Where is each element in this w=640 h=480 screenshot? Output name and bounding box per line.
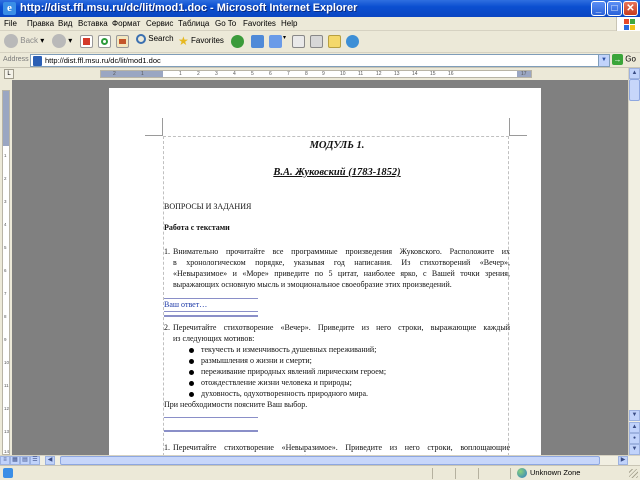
menu-goto[interactable]: Go To — [215, 19, 237, 28]
menu-insert[interactable]: Вставка — [78, 19, 108, 28]
ruler-tick: 13 — [4, 429, 10, 434]
go-button[interactable]: → Go — [613, 54, 636, 64]
select-browse-object-icon[interactable]: ● — [629, 433, 640, 444]
ruler-tick: 7 — [4, 291, 7, 296]
list-item: размышления о жизни и смерти; — [201, 356, 312, 365]
ruler-tick: 1 — [141, 71, 144, 77]
menu-favorites[interactable]: Favorites — [243, 19, 276, 28]
menu-view[interactable]: Вид — [58, 19, 73, 28]
ruler-tick: 16 — [448, 71, 454, 77]
scroll-thumb[interactable] — [629, 79, 640, 101]
ruler-tick: 6 — [269, 71, 272, 77]
ruler-tick: 4 — [4, 222, 7, 227]
ie-logo-icon: e — [3, 2, 16, 15]
scroll-up-icon[interactable]: ▲ — [629, 68, 640, 79]
horizontal-scrollbar[interactable] — [0, 455, 640, 465]
menu-edit[interactable]: Правка — [27, 19, 55, 28]
ruler-tick: 8 — [305, 71, 308, 77]
go-arrow-icon: → — [613, 55, 622, 64]
back-button[interactable]: Back ▾ — [4, 34, 44, 50]
document-body[interactable] — [163, 136, 509, 466]
list-item: отождествление жизни человека и природы; — [201, 378, 352, 387]
scroll-down-icon[interactable]: ▼ — [629, 410, 640, 421]
ruler-tick: 12 — [376, 71, 382, 77]
ruler-tick: 3 — [215, 71, 218, 77]
menu-tools[interactable]: Сервис — [146, 19, 174, 28]
address-input[interactable] — [30, 54, 610, 67]
scroll-thumb[interactable] — [60, 456, 600, 465]
bullet-icon — [189, 348, 194, 353]
word-document-icon — [33, 56, 42, 66]
ruler-tick: 17 — [521, 71, 527, 77]
window-title: http://dist.ffl.msu.ru/dc/lit/mod1.doc - Microsoft Internet Explorer — [20, 2, 358, 14]
favorites-button[interactable]: ★ Favorites — [178, 34, 224, 48]
question-number: 1. — [164, 443, 170, 452]
bullet-icon — [189, 370, 194, 375]
print-icon[interactable] — [292, 35, 305, 48]
status-bar — [0, 465, 640, 480]
ruler-tick: 10 — [340, 71, 346, 77]
ruler-tick: 2 — [113, 71, 116, 77]
outline-view-icon[interactable]: ☰ — [30, 456, 40, 465]
ruler-tick: 13 — [394, 71, 400, 77]
question-line: из следующих мотивов: — [173, 334, 255, 343]
menu-file[interactable]: File — [4, 19, 17, 28]
print-view-icon[interactable]: ▤ — [20, 456, 30, 465]
address-dropdown-icon[interactable]: ▼ — [598, 55, 609, 66]
bullet-icon — [189, 392, 194, 397]
question-line: Внимательно прочитайте все программные произведения Жуковского. Расположите их — [173, 247, 510, 256]
ie-page-icon — [3, 468, 13, 478]
ruler-tick: 8 — [4, 314, 7, 319]
title-bar — [0, 0, 640, 17]
vertical-ruler[interactable] — [0, 80, 12, 455]
ruler-tick: 11 — [4, 383, 9, 388]
forward-arrow-icon — [52, 34, 66, 48]
web-view-icon[interactable]: ▦ — [10, 456, 20, 465]
question-note: При необходимости поясните Ваш выбор. — [164, 400, 308, 409]
normal-view-icon[interactable]: ≡ — [0, 456, 10, 465]
refresh-icon[interactable] — [98, 35, 111, 48]
previous-page-icon[interactable]: ▲ — [629, 422, 640, 433]
edit-icon[interactable] — [310, 35, 323, 48]
subsection-heading: Работа с текстами — [164, 223, 230, 232]
home-icon[interactable] — [116, 35, 129, 48]
answer-field[interactable]: Ваш ответ… — [164, 300, 208, 309]
stop-icon[interactable] — [80, 35, 93, 48]
address-url: http://dist.ffl.msu.ru/dc/lit/mod1.doc — [45, 56, 161, 65]
maximize-button[interactable]: □ — [607, 1, 622, 16]
search-button[interactable]: Search — [136, 34, 174, 50]
ruler-tick: 9 — [322, 71, 325, 77]
security-zone-label: Unknown Zone — [530, 468, 581, 477]
menu-table[interactable]: Таблица — [178, 19, 210, 28]
ruler-tick: 2 — [4, 176, 7, 181]
menu-format[interactable]: Формат — [112, 19, 141, 28]
address-bar — [0, 53, 640, 68]
vertical-scrollbar[interactable] — [628, 68, 640, 455]
star-icon: ★ — [178, 34, 189, 48]
question-line: выражающих основную мысль и эмоциональное своеобразие этих произведений. — [173, 280, 452, 289]
history-icon[interactable] — [251, 35, 264, 48]
ruler-tick: 4 — [233, 71, 236, 77]
question-line: в хронологическом порядке, указывая год написания. Из стихотворений «Вечер», — [173, 258, 510, 267]
ruler-tick: 6 — [4, 268, 7, 273]
ruler-track — [100, 70, 532, 78]
ruler-tick: 10 — [4, 360, 10, 365]
windows-logo-icon — [616, 17, 640, 31]
resize-grip-icon[interactable] — [629, 469, 638, 478]
scroll-left-icon[interactable]: ◀ — [45, 456, 55, 465]
question-line: Перечитайте стихотворение «Вечер». Приведите из него строки, выражающие каждый — [173, 323, 510, 332]
horizontal-ruler[interactable] — [0, 68, 628, 80]
list-item: переживание природных явлений лирическим героем; — [201, 367, 387, 376]
bullet-icon — [189, 359, 194, 364]
ruler-tick: 5 — [4, 245, 7, 250]
document-area[interactable] — [12, 80, 628, 455]
document-page[interactable] — [109, 88, 541, 468]
list-item: текучесть и изменчивость душевных переживаний; — [201, 345, 377, 354]
question-line: «Невыразимое» и «Море» приведите по 5 цитат, наиболее ярко, с Вашей точки зрения, — [173, 269, 510, 278]
folder-icon[interactable] — [328, 35, 341, 48]
ruler-tick: 1 — [4, 153, 7, 158]
document-subtitle: В.А. Жуковский (1783-1852) — [273, 167, 401, 178]
question-number: 1. — [164, 247, 170, 256]
ruler-tick: 1 — [179, 71, 182, 77]
minimize-button[interactable]: _ — [591, 1, 606, 16]
ruler-tick: 2 — [197, 71, 200, 77]
ruler-tick: 14 — [412, 71, 418, 77]
ruler-tick: 7 — [287, 71, 290, 77]
scroll-right-icon[interactable]: ▶ — [618, 456, 628, 465]
menu-bar — [0, 17, 640, 31]
list-item: духовность, одухотворенность природного мира. — [201, 389, 369, 398]
address-label: Address — [3, 56, 29, 63]
bullet-icon — [189, 381, 194, 386]
internet-zone-icon — [517, 468, 527, 478]
search-icon — [136, 34, 146, 44]
ruler-tick: 15 — [430, 71, 436, 77]
forward-button[interactable]: ▾ — [52, 34, 72, 50]
next-page-icon[interactable]: ▼ — [629, 444, 640, 455]
toolbar — [0, 31, 640, 53]
media-icon[interactable] — [231, 35, 244, 48]
back-arrow-icon — [4, 34, 18, 48]
question-line: Перечитайте стихотворение «Невыразимое». Приведите из него строки, воплощающие — [173, 443, 510, 452]
tab-selector-icon[interactable]: L — [4, 69, 14, 79]
messenger-icon[interactable] — [346, 35, 359, 48]
section-heading: ВОПРОСЫ И ЗАДАНИЯ — [164, 202, 252, 211]
question-number: 2. — [164, 323, 170, 332]
menu-help[interactable]: Help — [281, 19, 298, 28]
ruler-tick: 11 — [358, 71, 364, 77]
mail-icon[interactable] — [269, 35, 282, 48]
ruler-tick: 3 — [4, 199, 7, 204]
ruler-tick: 9 — [4, 337, 7, 342]
ruler-tick: 5 — [251, 71, 254, 77]
ruler-tick: 12 — [4, 406, 10, 411]
close-button[interactable]: ✕ — [623, 1, 638, 16]
document-title: МОДУЛЬ 1. — [309, 140, 365, 151]
mail-dropdown[interactable]: ▾ — [283, 35, 287, 41]
ruler-tick: 14 — [4, 449, 10, 454]
